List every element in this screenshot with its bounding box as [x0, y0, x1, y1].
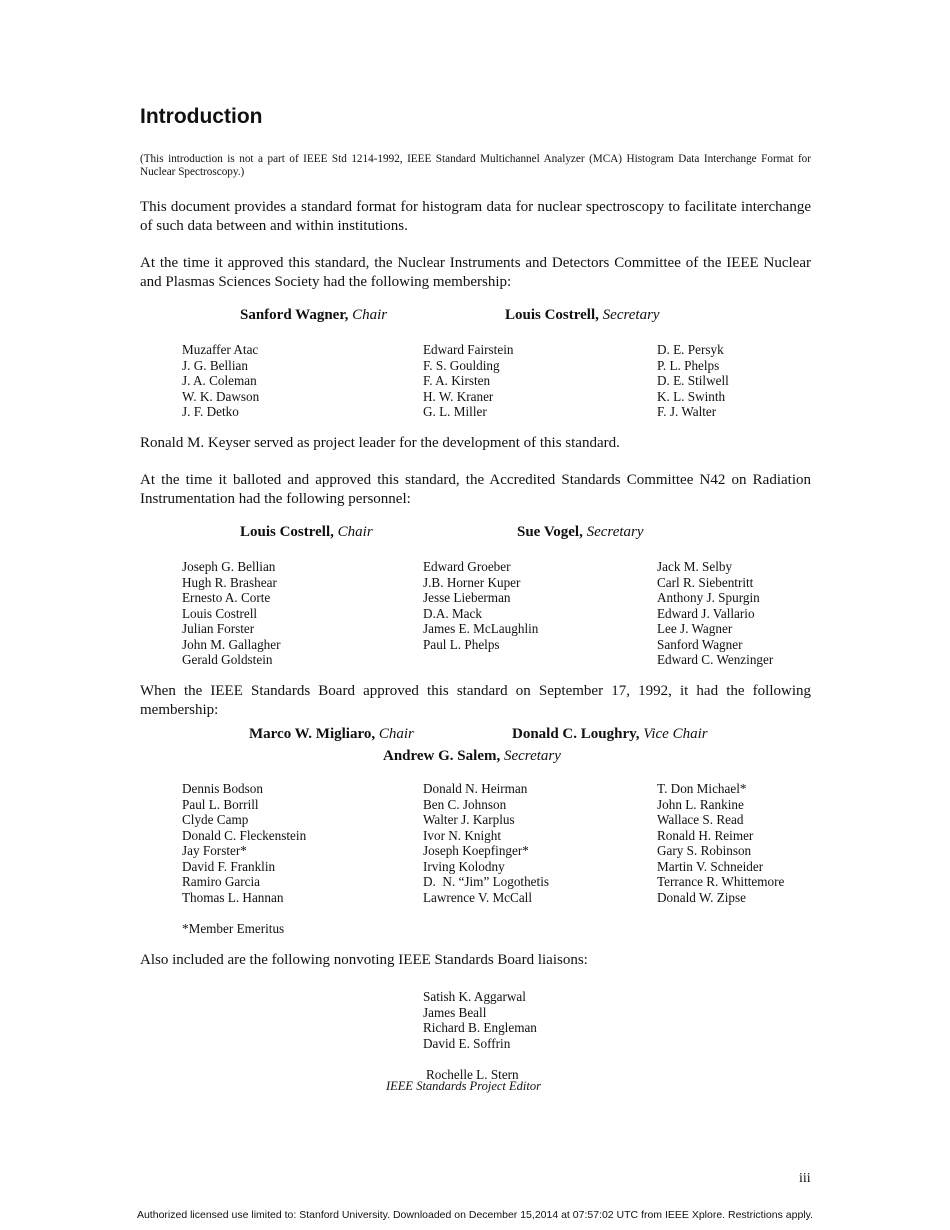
member-name: Lawrence V. McCall: [423, 889, 533, 905]
committee1-secretary-role: Secretary: [602, 307, 660, 323]
member-name: Clyde Camp: [182, 812, 249, 827]
member-name: D. E. Stilwell: [657, 373, 729, 388]
committee2-chair: [240, 524, 373, 541]
member-name: H. W. Kraner: [423, 388, 494, 404]
member-name: Ronald H. Reimer: [657, 827, 754, 843]
board-secretary-name: Andrew G. Salem,: [383, 748, 501, 764]
member-name: J. F. Detko: [182, 404, 239, 419]
paragraph-project-leader: Ronald M. Keyser served as project leader for the development of this standard.: [140, 435, 620, 451]
member-name: Anthony J. Spurgin: [657, 590, 760, 605]
member-name: Edward Fairstein: [423, 342, 514, 357]
member-name: John M. Gallagher: [182, 636, 281, 652]
member-name: P. L. Phelps: [657, 357, 720, 373]
committee2-secretary: [517, 524, 644, 541]
committee2-members-col1: [182, 559, 281, 668]
board-chair-name: Marco W. Migliaro,: [249, 726, 376, 742]
member-name: Thomas L. Hannan: [182, 889, 284, 905]
member-emeritus-footnote: *Member Emeritus: [182, 921, 285, 936]
board-members-col3: [657, 781, 784, 905]
board-members-col1: [182, 781, 306, 905]
member-name: Donald C. Fleckenstein: [182, 827, 307, 843]
member-name: T. Don Michael*: [657, 781, 747, 796]
member-name: Gary S. Robinson: [657, 843, 752, 858]
board-secretary: [383, 748, 561, 765]
member-name: Julian Forster: [182, 621, 255, 636]
introduction-note: (This introduction is not a part of IEEE Std 1214-1992, IEEE Standard Multichannel Analyzer (MCA) Histogram Data Interchange Format for Nuclear Spectroscopy.): [140, 153, 811, 178]
member-name: F. J. Walter: [657, 404, 717, 419]
project-editor-title: IEEE Standards Project Editor: [386, 1079, 541, 1093]
paragraph-purpose: This document provides a standard format for histogram data for nuclear spectroscopy to facilitate interchange of such data between and within institutions.: [140, 199, 811, 234]
page-number: iii: [799, 1171, 811, 1186]
member-name: Joseph Koepfinger*: [423, 843, 529, 858]
member-name: K. L. Swinth: [657, 388, 726, 404]
page-title: Introduction: [140, 105, 263, 128]
member-name: Jack M. Selby: [657, 559, 733, 574]
committee2-members-col2: [423, 559, 538, 652]
member-name: Wallace S. Read: [657, 812, 744, 827]
member-name: J. G. Bellian: [182, 357, 248, 373]
liaison-name: David E. Soffrin: [423, 1035, 511, 1051]
committee2-secretary-name: Sue Vogel,: [517, 524, 583, 540]
liaisons-list: [423, 989, 537, 1051]
member-name: W. K. Dawson: [182, 388, 260, 404]
committee1-chair-role: Chair: [352, 307, 388, 323]
board-chair-role: Chair: [378, 726, 414, 742]
member-name: Jesse Lieberman: [423, 590, 511, 605]
paragraph-n42-intro: At the time it balloted and approved this standard, the Accredited Standards Committee N42 on Radiation Instrumentation had the following personnel:: [140, 472, 811, 507]
member-name: Gerald Goldstein: [182, 652, 273, 667]
committee2-chair-name: Louis Costrell,: [240, 524, 334, 540]
paragraph-board-intro: When the IEEE Standards Board approved this standard on September 17, 1992, it had the following membership:: [140, 683, 811, 718]
committee1-chair: [240, 307, 387, 324]
member-name: Carl R. Siebentritt: [657, 574, 754, 590]
liaison-name: Satish K. Aggarwal: [423, 989, 526, 1004]
member-name: G. L. Miller: [423, 404, 487, 419]
committee2-members-col3: [657, 559, 773, 668]
member-name: Dennis Bodson: [182, 781, 263, 796]
member-name: Donald N. Heirman: [423, 781, 528, 796]
liaison-name: James Beall: [423, 1004, 487, 1020]
member-name: Louis Costrell: [182, 605, 258, 621]
member-name: Ramiro Garcia: [182, 874, 260, 889]
board-secretary-role: Secretary: [503, 748, 561, 764]
committee1-secretary-name: Louis Costrell,: [505, 307, 599, 323]
committee1-secretary: [505, 307, 660, 324]
committee2-secretary-role: Secretary: [586, 524, 644, 540]
member-name: John L. Rankine: [657, 796, 744, 812]
member-name: Paul L. Phelps: [423, 636, 500, 652]
license-footer: Authorized licensed use limited to: Stanford University. Downloaded on December 15,2014 at 07:57:02 UTC from IEEE Xplore. Restrictions apply.: [136, 1209, 814, 1221]
committee2-chair-role: Chair: [337, 524, 373, 540]
board-chair: [249, 726, 414, 743]
member-name: Lee J. Wagner: [657, 621, 733, 636]
board-vice-chair: [512, 726, 708, 743]
member-name: Hugh R. Brashear: [182, 574, 277, 590]
member-name: Edward J. Vallario: [657, 605, 755, 621]
member-name: D.A. Mack: [423, 605, 482, 621]
committee1-members-col3: [657, 342, 729, 420]
board-vice-chair-name: Donald C. Loughry,: [512, 726, 640, 742]
member-name: D. N. “Jim” Logothetis: [423, 874, 549, 889]
member-name: Donald W. Zipse: [657, 889, 747, 905]
member-name: Ivor N. Knight: [423, 827, 502, 843]
paragraph-liaisons-intro: Also included are the following nonvoting IEEE Standards Board liaisons:: [140, 952, 588, 968]
member-name: J. A. Coleman: [182, 373, 257, 388]
board-members-col2: [423, 781, 549, 905]
member-name: James E. McLaughlin: [423, 621, 539, 636]
member-name: Irving Kolodny: [423, 858, 505, 874]
member-name: David F. Franklin: [182, 858, 276, 874]
committee1-chair-name: Sanford Wagner,: [240, 307, 349, 323]
committee1-members-col2: [423, 342, 513, 420]
member-name: Ben C. Johnson: [423, 796, 507, 812]
member-name: Sanford Wagner: [657, 636, 743, 652]
paragraph-committee-intro: At the time it approved this standard, the Nuclear Instruments and Detectors Committee of the IEEE Nuclear and Plasmas Sciences Society had the following membership:: [140, 255, 811, 290]
member-name: Muzaffer Atac: [182, 342, 259, 357]
member-name: Ernesto A. Corte: [182, 590, 271, 605]
member-name: Paul L. Borrill: [182, 796, 259, 812]
member-name: Walter J. Karplus: [423, 812, 515, 827]
member-name: F. A. Kirsten: [423, 373, 491, 388]
member-name: Edward C. Wenzinger: [657, 652, 774, 667]
member-name: J.B. Horner Kuper: [423, 574, 521, 590]
member-name: D. E. Persyk: [657, 342, 724, 357]
liaison-name: Richard B. Engleman: [423, 1020, 537, 1035]
member-name: Edward Groeber: [423, 559, 511, 574]
member-name: F. S. Goulding: [423, 357, 500, 373]
member-name: Joseph G. Bellian: [182, 559, 276, 574]
member-name: Jay Forster*: [182, 843, 247, 858]
member-name: Terrance R. Whittemore: [657, 874, 785, 889]
member-name: Martin V. Schneider: [657, 858, 764, 874]
project-editor-name: Rochelle L. Stern: [426, 1067, 519, 1082]
committee1-members-col1: [182, 342, 259, 420]
board-vice-chair-role: Vice Chair: [643, 726, 708, 742]
